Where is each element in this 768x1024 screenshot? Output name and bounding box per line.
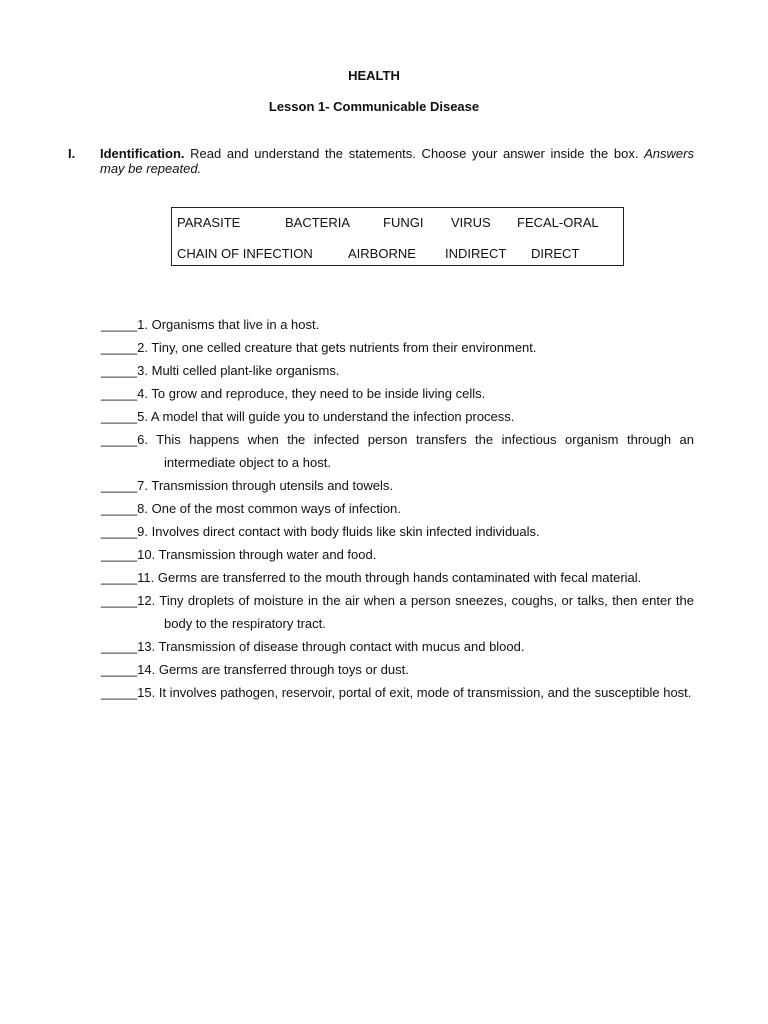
answer-blank[interactable]: _____	[101, 363, 138, 378]
answer-blank[interactable]: _____	[101, 478, 138, 493]
question-item	[101, 589, 694, 635]
choice-fecal-oral: FECAL-ORAL	[517, 215, 599, 230]
question-item	[101, 497, 694, 520]
choice-fungi: FUNGI	[383, 215, 424, 230]
question-text: 7. Transmission through utensils and towels.	[137, 478, 393, 493]
question-list	[101, 313, 694, 704]
question-text: 2. Tiny, one celled creature that gets nutrients from their environment.	[137, 340, 537, 355]
answer-blank[interactable]: _____	[101, 501, 138, 516]
question-text: 3. Multi celled plant-like organisms.	[137, 363, 340, 378]
question-text: 15. It involves pathogen, reservoir, portal of exit, mode of transmission, and the susceptible host.	[137, 685, 692, 700]
question-item	[101, 681, 694, 704]
answer-blank[interactable]: _____	[101, 432, 138, 447]
answer-blank[interactable]: _____	[101, 593, 138, 608]
question-item	[101, 313, 694, 336]
answer-blank[interactable]: _____	[101, 317, 138, 332]
question-text: 6. This happens when the infected person transfers the infectious organism through an intermediate object to a host.	[137, 432, 694, 470]
question-text: 11. Germs are transferred to the mouth through hands contaminated with fecal material.	[137, 570, 642, 585]
answer-blank[interactable]: _____	[101, 662, 138, 677]
question-text: 8. One of the most common ways of infection.	[137, 501, 401, 516]
choice-direct: DIRECT	[531, 246, 580, 261]
section-instructions	[100, 146, 694, 176]
instruction-text: Read and understand the statements. Choose your answer inside the box.	[190, 146, 639, 161]
question-text: 4. To grow and reproduce, they need to be inside living cells.	[137, 386, 486, 401]
answer-blank[interactable]: _____	[101, 547, 138, 562]
question-item	[101, 566, 694, 589]
answer-blank[interactable]: _____	[101, 639, 138, 654]
page-title: HEALTH	[348, 68, 400, 83]
section-number: I.	[68, 146, 76, 161]
answer-blank[interactable]: _____	[101, 340, 138, 355]
question-text: 14. Germs are transferred through toys or dust.	[137, 662, 409, 677]
question-item	[101, 359, 694, 382]
question-item	[101, 382, 694, 405]
section-heading: Identification.	[100, 146, 185, 161]
question-item	[101, 543, 694, 566]
choice-chain-of-infection: CHAIN OF INFECTION	[177, 246, 313, 261]
question-text: 1. Organisms that live in a host.	[137, 317, 320, 332]
question-item	[101, 635, 694, 658]
question-text: 9. Involves direct contact with body fluids like skin infected individuals.	[137, 524, 540, 539]
choice-parasite: PARASITE	[177, 215, 241, 230]
question-text: 13. Transmission of disease through contact with mucus and blood.	[137, 639, 525, 654]
answer-blank[interactable]: _____	[101, 570, 138, 585]
answer-blank[interactable]: _____	[101, 685, 138, 700]
choice-bacteria: BACTERIA	[285, 215, 351, 230]
answer-blank[interactable]: _____	[101, 386, 138, 401]
question-text: 12. Tiny droplets of moisture in the air when a person sneezes, coughs, or talks, then enter the body to the respiratory tract.	[137, 593, 694, 631]
choice-airborne: AIRBORNE	[348, 246, 416, 261]
question-item	[101, 520, 694, 543]
question-item	[101, 336, 694, 359]
question-item	[101, 474, 694, 497]
question-item	[101, 658, 694, 681]
answer-choices-box	[171, 207, 624, 266]
question-text: 10. Transmission through water and food.	[137, 547, 377, 562]
instruction-note: Answers may be repeated.	[100, 146, 694, 176]
lesson-title: Lesson 1- Communicable Disease	[268, 99, 480, 114]
choice-virus: VIRUS	[451, 215, 491, 230]
question-item	[101, 405, 694, 428]
answer-blank[interactable]: _____	[101, 524, 138, 539]
answer-blank[interactable]: _____	[101, 409, 138, 424]
choice-indirect: INDIRECT	[445, 246, 507, 261]
question-item	[101, 428, 694, 474]
question-text: 5. A model that will guide you to understand the infection process.	[137, 409, 515, 424]
